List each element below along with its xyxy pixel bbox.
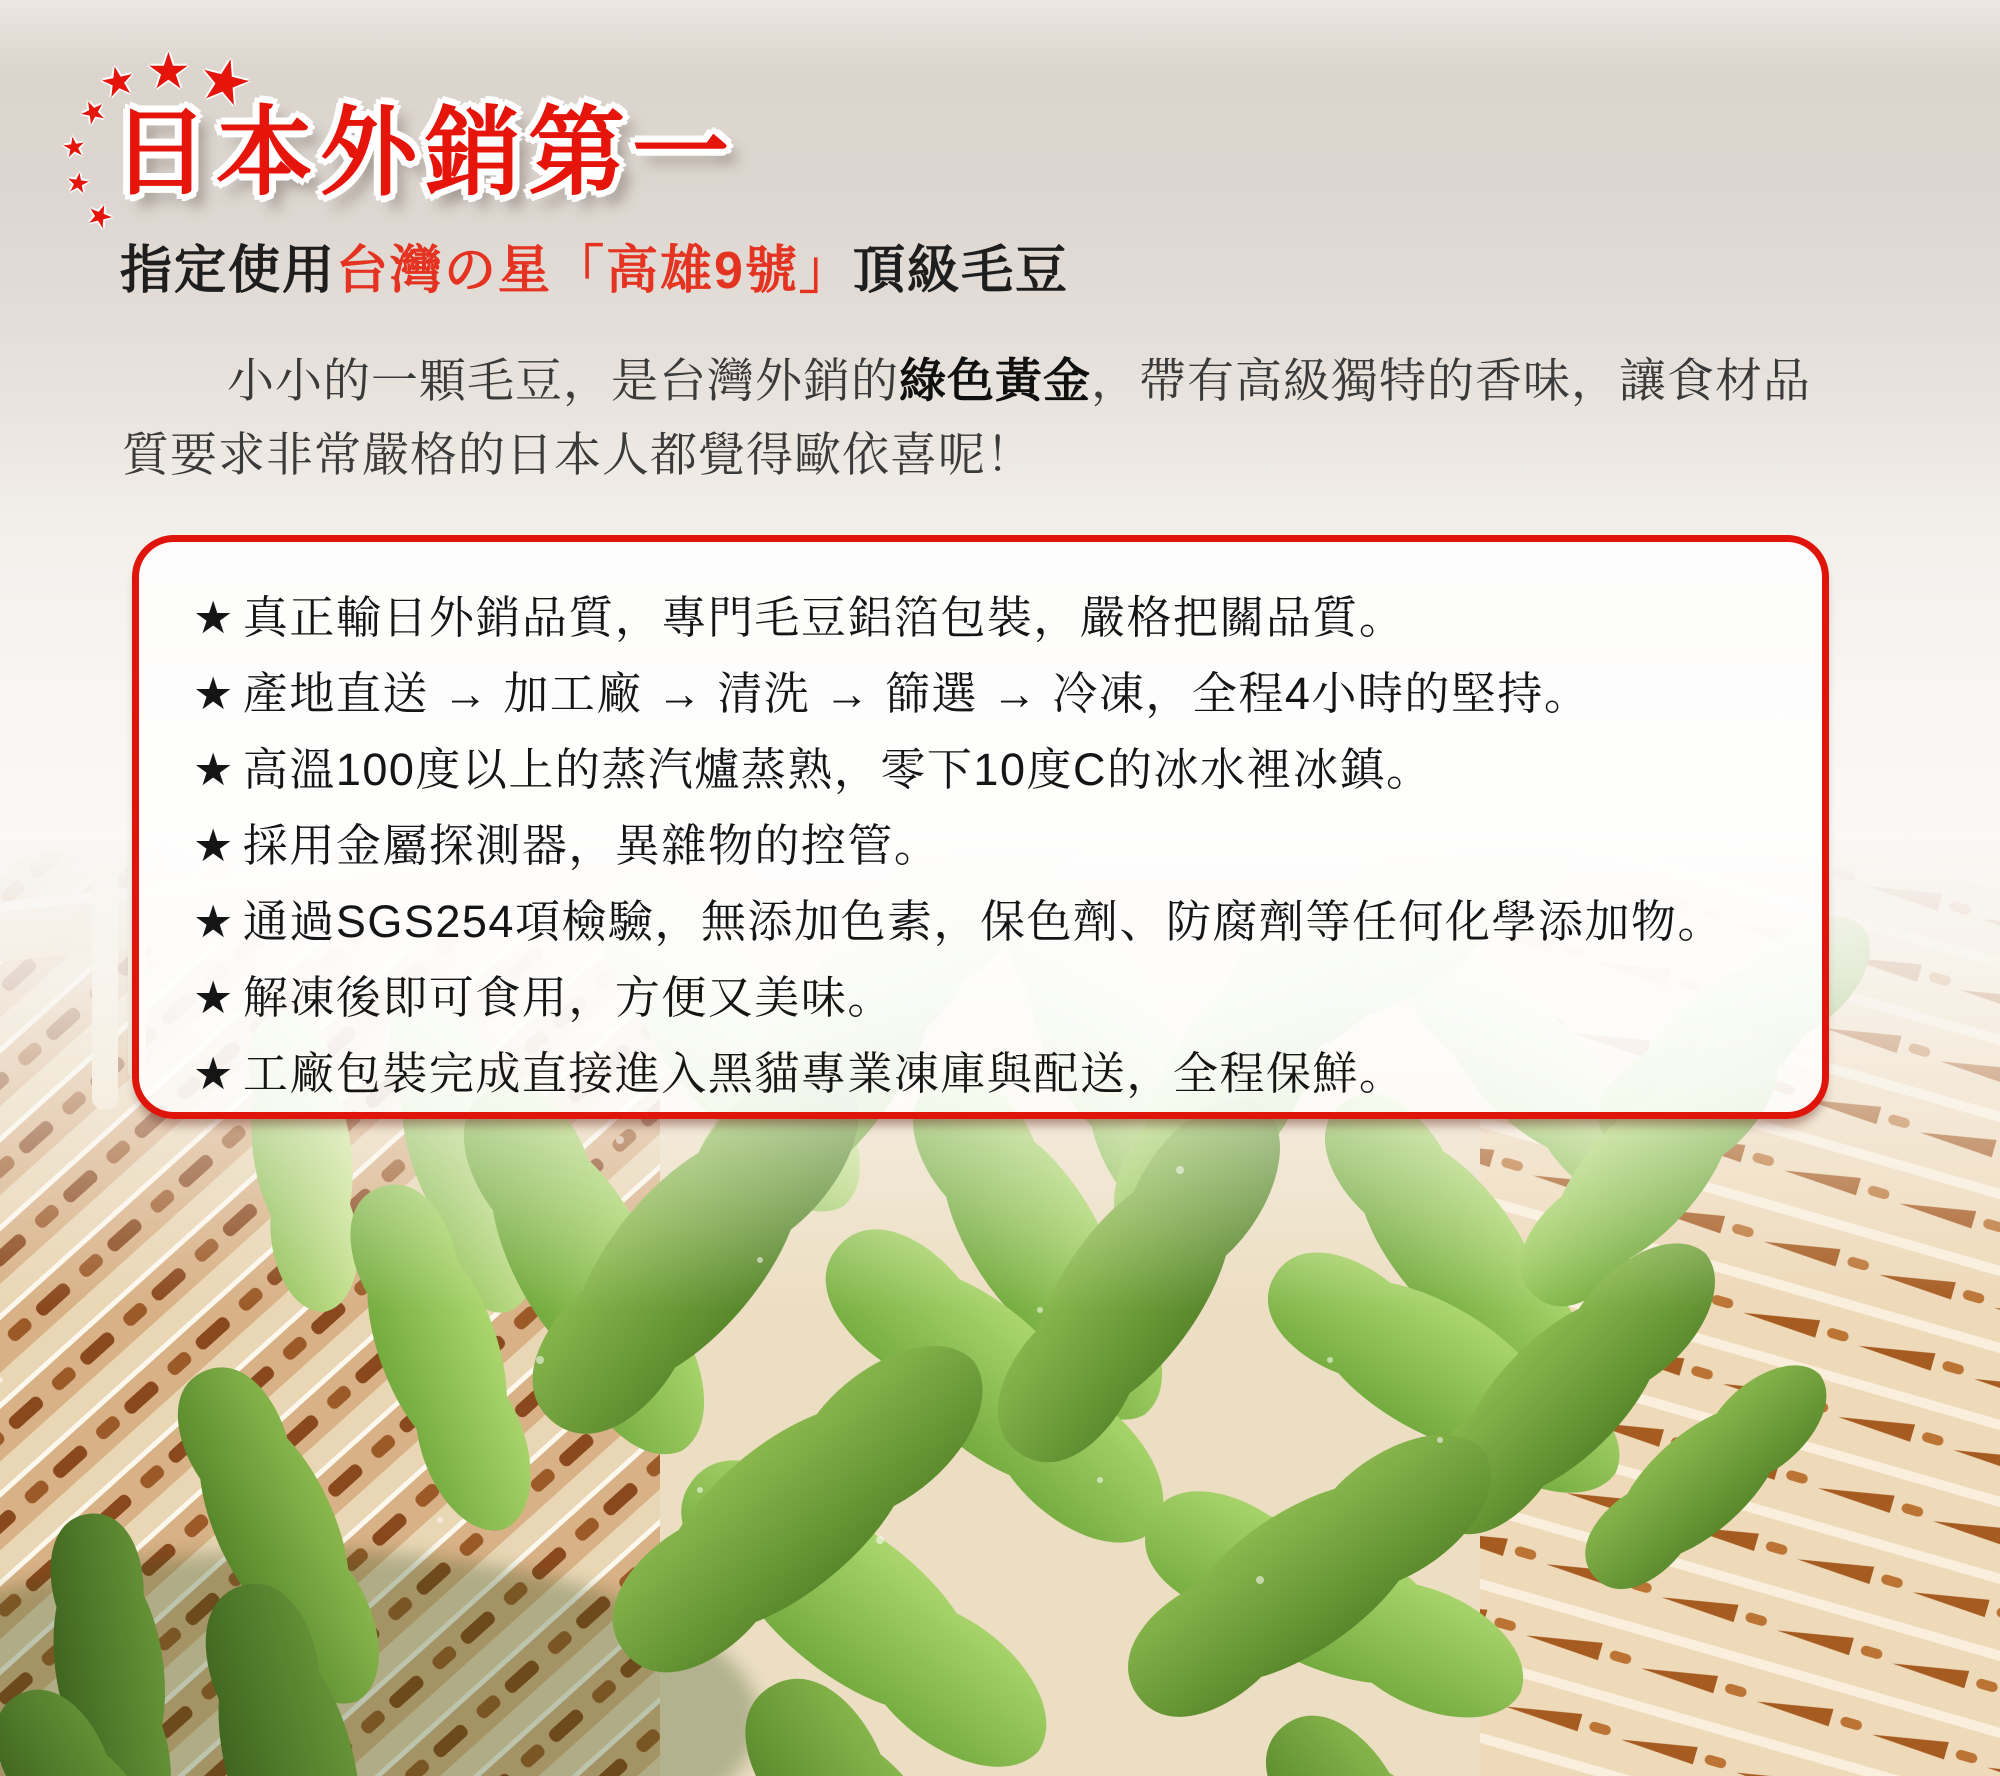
feature-item [193, 1036, 1768, 1112]
feature-item [193, 808, 1768, 884]
star-bullet-icon: ★ [193, 820, 235, 871]
feature-item [193, 960, 1768, 1036]
star-bullet-icon: ★ [193, 744, 235, 795]
star-bullet-icon: ★ [193, 668, 235, 719]
subtitle [120, 228, 1069, 303]
feature-text: 產地直送 → 加工廠 → 清洗 → 篩選 → 冷凍，全程4小時的堅持。 [242, 668, 1591, 719]
features-list [139, 542, 1822, 1112]
star-bullet-icon: ★ [193, 1048, 235, 1099]
feature-item [193, 732, 1768, 808]
star-icon: ★ [74, 91, 113, 134]
star-bullet-icon: ★ [193, 896, 235, 947]
hero-banner [0, 0, 2000, 237]
intro-paragraph [122, 344, 1858, 492]
feature-item [193, 884, 1768, 960]
intro-bold-highlight: 綠色黃金 [899, 354, 1091, 407]
feature-text: 真正輸日外銷品質，專門毛豆鋁箔包裝，嚴格把關品質。 [242, 592, 1406, 643]
subtitle-highlight: 台灣の星「高雄9號」 [336, 242, 853, 300]
intro-lead: 小小的一顆毛豆，是台灣外銷的 [227, 354, 899, 407]
star-icon: ★ [64, 166, 93, 200]
subtitle-suffix: 頂級毛豆 [852, 242, 1069, 300]
feature-text: 工廠包裝完成直接進入黑貓專業凍庫與配送，全程保鮮。 [242, 1048, 1406, 1099]
intro-rest: ，帶有高級獨特的香味，讓食材品質要求非常嚴格的日本人都覺得歐依喜呢！ [122, 354, 1811, 481]
star-icon: ★ [59, 130, 89, 164]
star-bullet-icon: ★ [193, 592, 235, 643]
feature-item [193, 656, 1768, 732]
feature-text: 採用金屬探測器，異雜物的控管。 [242, 820, 941, 871]
page-title: 日本外銷第一 [112, 100, 736, 207]
star-icon: ★ [190, 42, 260, 121]
star-icon: ★ [80, 196, 119, 237]
subtitle-prefix: 指定使用 [120, 242, 337, 300]
feature-item [193, 580, 1768, 656]
feature-text: 通過SGS254項檢驗，無添加色素，保色劑、防腐劑等任何化學添加物。 [242, 896, 1724, 947]
star-icon: ★ [146, 43, 191, 99]
star-bullet-icon: ★ [193, 972, 235, 1023]
star-icon: ★ [95, 56, 141, 108]
feature-text: 高溫100度以上的蒸汽爐蒸熟，零下10度C的冰水裡冰鎮。 [242, 744, 1433, 795]
feature-text: 解凍後即可食用，方便又美味。 [242, 972, 894, 1023]
features-box [132, 535, 1829, 1119]
